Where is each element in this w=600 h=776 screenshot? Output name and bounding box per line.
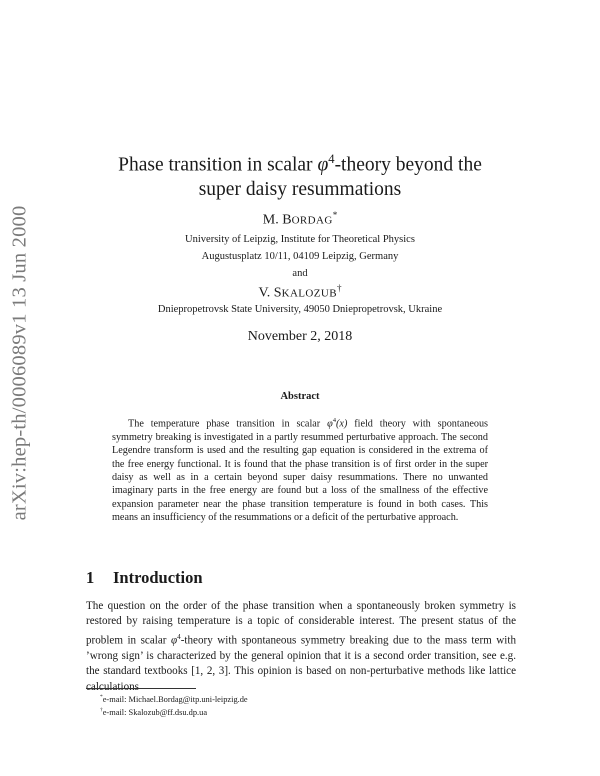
arxiv-identifier: arXiv:hep-th/0006089v1 13 Jun 2000 bbox=[8, 205, 31, 521]
author-1-surname: ORDAG bbox=[291, 214, 333, 227]
abstract-math-arg: (x) bbox=[336, 418, 348, 430]
author-1-initial: M. B bbox=[262, 212, 292, 228]
author-1 bbox=[0, 210, 600, 229]
abstract-body bbox=[112, 414, 488, 525]
intro-math-phi: φ bbox=[170, 634, 178, 647]
title-math-phi: φ bbox=[317, 154, 329, 176]
title-math-exponent: 4 bbox=[328, 152, 335, 166]
intro-text-a: The question on the order of the phase transition when a spontaneously broken symmetry is restored by raising temperature is a topic of considerable interest. The present status of the problem in scalar bbox=[86, 600, 516, 647]
abstract-heading: Abstract bbox=[280, 391, 320, 402]
introduction-body bbox=[86, 599, 516, 695]
intro-text-b: -theory with spontaneous symmetry breaking due to the mass term with ’wrong sign’ is characterized by the general opinion that it is a second order transition, see e.g. the standard textbooks [1, 2, 3]. This opinion is based on non-perturbative methods like lattice calculations bbox=[86, 634, 516, 693]
footnote-2-text: e-mail: Skalozub@ff.dsu.dp.ua bbox=[102, 707, 208, 717]
section-number: 1 bbox=[86, 568, 95, 587]
paper-date: November 2, 2018 bbox=[247, 329, 353, 344]
footnote-rule bbox=[86, 688, 196, 689]
footnote-2 bbox=[100, 704, 207, 719]
title-line-2: super daisy resummations bbox=[198, 178, 402, 200]
abstract-text-b: field theory with spontaneous symmetry breaking is investigated in a partly resummed perturbative approach. The second Legendre transform is used and the resulting gap equation is considered in the extrema of the free energy functional. It is found that the phase transition is of first order in the super daisy as well as in a certain beyond super daisy resummations. There no unwanted imaginary parts in the free energy are found but a loss of the smallness of the effective expansion parameter near the phase transition temperature is found in both cases. This means an insufficiency of the resummations or a deficit of the perturbative approach. bbox=[112, 418, 489, 524]
affiliation-1-line-1: University of Leipzig, Institute for Theoretical Physics bbox=[185, 234, 415, 245]
intro-math-exponent: 4 bbox=[177, 632, 181, 641]
affiliation-2: Dniepropetrovsk State University, 49050 Dniepropetrovsk, Ukraine bbox=[157, 304, 443, 315]
author-2 bbox=[0, 283, 600, 302]
section-heading-introduction bbox=[86, 568, 203, 588]
author-2-initial: V. S bbox=[258, 285, 282, 301]
author-2-footnote-mark: † bbox=[336, 283, 342, 293]
and-separator: and bbox=[292, 268, 308, 279]
section-title: Introduction bbox=[113, 568, 203, 587]
footnote-1-mark: * bbox=[100, 694, 103, 700]
abstract-math-phi: φ bbox=[327, 418, 333, 430]
abstract-text-a: The temperature phase transition in scalar bbox=[128, 418, 328, 430]
title-line-1 bbox=[0, 147, 600, 178]
abstract-math-exponent: 4 bbox=[332, 417, 337, 424]
affiliation-1-line-2: Augustusplatz 10/11, 04109 Leipzig, Germany bbox=[201, 251, 399, 262]
footnote-1-text: e-mail: Michael.Bordag@itp.uni-leipzig.de bbox=[102, 694, 248, 704]
paper-title bbox=[0, 147, 600, 202]
author-1-footnote-mark: * bbox=[332, 210, 338, 220]
title-text-b: -theory beyond the bbox=[334, 154, 482, 176]
title-text-a: Phase transition in scalar bbox=[118, 154, 318, 176]
footnote-2-mark: † bbox=[100, 707, 103, 713]
author-2-surname: KALOZUB bbox=[281, 287, 337, 300]
